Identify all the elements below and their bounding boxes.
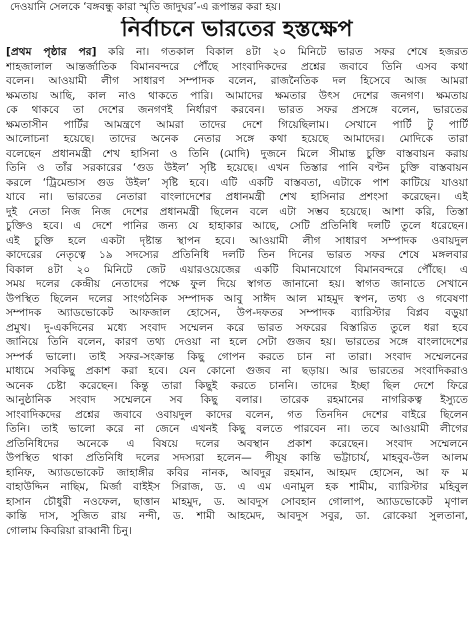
- article-line: [6, 321, 468, 336]
- article-line-text: বলেছেন প্রধানমন্ত্রী শেখ হাসিনা ও তিনি (মোদি) দুজনে মিলে সীমান্ত চুক্তি বাস্তবায়ন করায়: [6, 147, 468, 160]
- article-line-text: কান্তি দাস, সুজিত রায় নন্দী, ড. শামী আহমেদ, আবদুস সবুর, ডা. রোকেয়া সুলতানা,: [6, 510, 468, 522]
- article-line-text: তিনি ও তাঁর সরকারের ‘গুড উইল’ সৃষ্টি হয়েছে। এখন তিস্তার পানি বণ্টন চুক্তি বাস্তবায়ন: [6, 162, 468, 174]
- article-line: [6, 74, 468, 89]
- article-line-text: সময় দলের কেন্দ্রীয় নেতাদের পক্ষে ফুল দিয়ে স্বাগত জানানো হয়। স্বাগত জানাতে সেখানে: [6, 278, 468, 290]
- article-line-text: এই চুক্তি হলে একটা দৃষ্টান্ত স্থাপন হবে। আওয়ামী লীগ সাধারণ সম্পাদক ওবায়দুল: [6, 234, 468, 247]
- article-line: [6, 118, 468, 133]
- article-line: [6, 103, 468, 118]
- article-line: [6, 350, 468, 365]
- article-line-text: কাদেরের নেতৃত্বে ১৯ সদস্যের প্রতিনিধি দলটি তিন দিনের ভারত সফর শেষে মঙ্গলবার: [6, 249, 468, 261]
- article-line: [6, 306, 468, 321]
- article-line-text: যাবে না। ভারতের নেতারা বাংলাদেশের প্রধানমন্ত্রী শেখ হাসিনার প্রশংসা করেছেন। এই: [6, 191, 468, 203]
- article-line-text: মাধ্যমে সবকিছু প্রকাশ করা হবে। যেন কোনো গুজব না ছড়ায়। আর ভারতের সংবাদিকরাও: [6, 365, 468, 377]
- previous-article-tail: দেওয়ানি সেলকে ‘বঙ্গবন্ধু কারা স্মৃতি জাদুঘর’-এ রূপান্তর করা হয়।: [10, 1, 281, 13]
- article-line: [6, 495, 468, 510]
- article-line-text: গোলাম কিবরিয়া রাব্বানী চিনু।: [6, 524, 132, 537]
- article-line: [6, 364, 468, 379]
- article-line: [6, 437, 468, 452]
- article-line-text: চুক্তিও হবে। এ দেশে পানির জন্য যে হাহাকার আছে, সেটি প্রতিনিধি দলটি তুলে ধরেছেন।: [6, 220, 468, 232]
- article-line-text: জানিয়ে তিনি বলেন, কারণ তথ্য দেওয়া না হলে সেটা গুজব হয়। ভারতের সঙ্গে বাংলাদেশের: [6, 336, 468, 348]
- article-line-text: দুই নেতা নিজ নিজ দেশের প্রধানমন্ত্রী ছিলেন বলে এটা সম্ভব হয়েছে। আশা করি, তিস্তা: [6, 205, 468, 218]
- article-line: [6, 234, 468, 249]
- article-line: [6, 451, 468, 466]
- article-line-text: উপস্থিত থাকা প্রতিনিধি দলের সদস্যরা হলেন— পীযূষ কান্তি ভট্টাচার্য, মাহবুব-উল আলম: [6, 452, 468, 464]
- article-line: [6, 45, 468, 60]
- article-line: [6, 422, 468, 437]
- article-line: [6, 132, 468, 147]
- article-line-text: বিকাল ৪টা ২০ মিনিটে জেট এয়ারওয়েজের একটি বিমানযোগে বিমানবন্দরে পৌঁছে। এ: [6, 263, 468, 276]
- article-line: [6, 277, 468, 292]
- article-line-text: তিনি। তাই ভালো করে না জেনে এখনই কিছু বলতে পারবেন না। তবে আওয়ামী লীগের: [6, 423, 468, 435]
- article-line: [6, 190, 468, 205]
- article-line: [6, 408, 468, 423]
- article-line-text: শাহজালাল আন্তর্জাতিক বিমানবন্দরে পৌঁছে সাংবাদিকদের প্রশ্নের জবাবে তিনি এসব কথা: [6, 60, 468, 73]
- article-line-text: প্রতিনিধিদের অনেকে এ বিষয়ে দলের অবস্থান প্রকাশ করেছেন। সংবাদ সম্মেলনে: [6, 437, 468, 450]
- article-line: [6, 393, 468, 408]
- article-line-text: অনেক চেষ্টা করেছেন। কিন্তু তারা কিছুই করতে চাননি। তাদের ইচ্ছা ছিল দেশে ফিরে: [6, 379, 468, 392]
- article-line-text: কে থাকবে তা দেশের জনগণই নির্ধারণ করবেন। ভারত সফর প্রসঙ্গে বলেন, ভারতের: [6, 104, 468, 116]
- article-line-text: সম্পাদক অ্যাডভোকেট আফজাল হোসেন, উপ-দফতর সম্পাদক ব্যারিস্টার বিপ্লব বড়ুয়া: [6, 307, 468, 319]
- article-line-text: উপস্থিত ছিলেন দলের সাংগঠনিক সম্পাদক আবু সাঈদ আল মাহমুদ স্বপন, তথ্য ও গবেষণা: [6, 292, 468, 305]
- article-line: [6, 219, 468, 234]
- article-line: [6, 524, 468, 539]
- article-line-text: সাংবাদিকদের প্রশ্নের জবাবে ওবায়দুল কাদের বলেন, গত তিনদিন দেশের বাইরে ছিলেন: [6, 408, 468, 421]
- article-line-text: ক্ষমতায় আছি, কাল নাও থাকতে পারি। আমাদের ক্ষমতার উৎস দেশের জনগণ। ক্ষমতায়: [6, 89, 468, 102]
- article-line-text: সম্পর্ক ভালো। তাই সফর-সংক্রান্ত কিছু গোপন করতে চান না তারা। সংবাদ সম্মেলনের: [6, 350, 468, 363]
- article-line-text: আলোচনা হয়েছে। তাদের অনেক নেতার সঙ্গে কথা হয়েছে আমাদের। মোদিকে তারা: [6, 133, 468, 145]
- headline: নির্বাচনে ভারতের হস্তক্ষেপ: [121, 17, 353, 42]
- article-line-text: আনুষ্ঠানিক সংবাদ সম্মেলনে সব কিছু বলার। তারেক রহমানের নাগরিকত্ব ইস্যুতে: [6, 394, 468, 406]
- article-line: [6, 335, 468, 350]
- continuation-tag: [প্রথম পৃষ্ঠার পর]: [6, 46, 97, 58]
- article-line: [6, 480, 468, 495]
- article-line: [6, 161, 468, 176]
- article-line-text: হানিফ, অ্যাডভোকেট জাহাঙ্গীর কবির নানক, আবদুর রহমান, আহমদ হোসেন, আ ফ ম: [6, 466, 468, 479]
- article-line: [6, 147, 468, 162]
- article-line-text: করি না। গতকাল বিকাল ৪টা ২০ মিনিটে ভারত সফর শেষে হজরত: [96, 46, 468, 58]
- article-line-text: করলে ‘ট্রিমেন্ডাস গুড উইল’ সৃষ্টি হবে। এটি একটি বাস্তবতা, এটাকে পাশ কাটিয়ে যাওয়া: [6, 176, 468, 189]
- article-line: [6, 292, 468, 307]
- article-line-text: হাসান চৌধুরী নওফেল, ছাত্তান মাহমুদ, ড. আবদুস সোবহান গোলাপ, অ্যাডভোকেট মৃণাল: [6, 495, 468, 508]
- article-line: [6, 205, 468, 220]
- article-line: [6, 89, 468, 104]
- article-body: [6, 45, 468, 538]
- article-line-text: বাহাউদ্দিন নাছিম, মির্জা বাইইস সিরাজ, ড. এ এম এনামুল হক শামীম, ব্যারিস্টার মহিবুল: [6, 481, 468, 493]
- article-line: [6, 379, 468, 394]
- article-line: [6, 263, 468, 278]
- article-line-text: বলেন। আওয়ামী লীগ সাধারণ সম্পাদক বলেন, রাজনৈতিক দল হিসেবে আজ আমরা: [6, 75, 468, 87]
- article-line: [6, 60, 468, 75]
- article-line: [6, 466, 468, 481]
- article-line: [6, 176, 468, 191]
- article-line-text: প্রমুখ। দু-একদিনের মধ্যে সংবাদ সম্মেলন করে ভারত সফরের বিস্তারিত তুলে ধরা হবে: [6, 321, 468, 334]
- article-line: [6, 509, 468, 524]
- article-line: [6, 248, 468, 263]
- article-line-text: ক্ষমতাসীন পার্টির আমন্ত্রণে আমরা তাদের দেশে গিয়েছিলাম। সেখানে পার্টি টু পার্টি: [6, 118, 468, 131]
